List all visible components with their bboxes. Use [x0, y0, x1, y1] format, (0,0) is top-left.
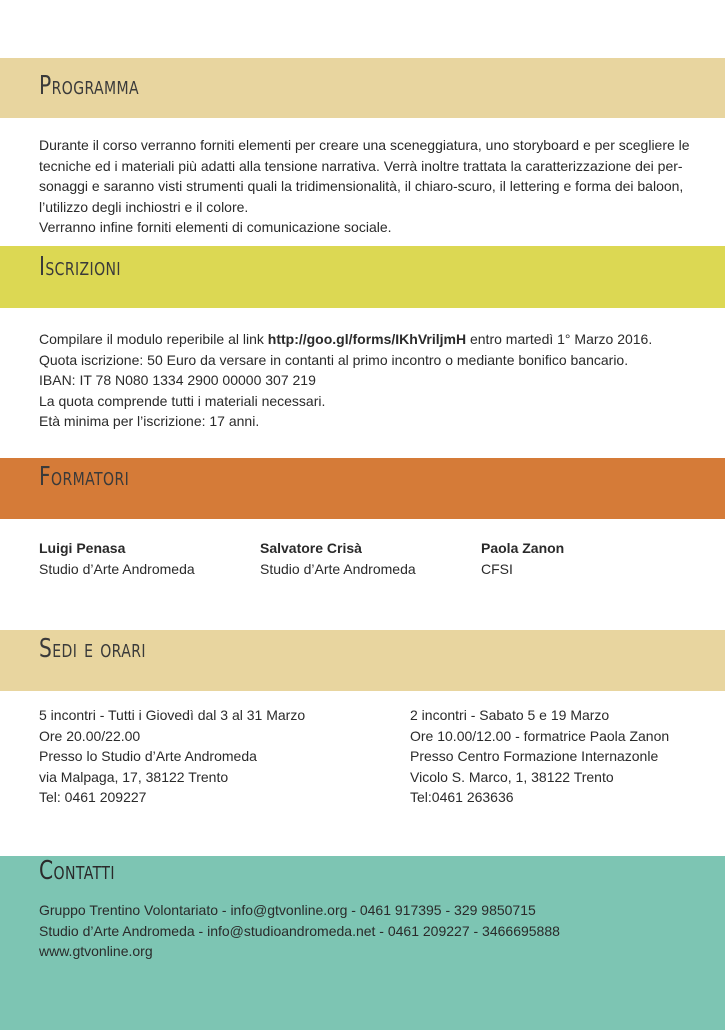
formatore-name: Paola Zanon	[481, 540, 565, 556]
sedi-line: Ore 10.00/12.00 - formatrice Paola Zanon	[410, 727, 670, 744]
formatore-org: CFSI	[481, 560, 513, 577]
formatore-org: Studio d’Arte Andromeda	[260, 560, 416, 577]
formatori-header	[0, 458, 725, 519]
sedi-title: Sedi e orari	[39, 634, 146, 664]
programma-title: Programma	[39, 71, 140, 101]
formatore-name: Salvatore Crisà	[260, 540, 362, 556]
iscrizioni-line-post: entro martedì 1° Marzo 2016.	[466, 331, 653, 347]
sedi-line: Tel: 0461 209227	[39, 789, 147, 805]
sedi-line: Vicolo S. Marco, 1, 38122 Trento	[410, 768, 614, 785]
programma-line: Durante il corso verranno forniti elementi per creare una sceneggiatura, uno storyboard e per scegliere le	[39, 137, 690, 153]
iscrizioni-line: IBAN: IT 78 N080 1334 2900 00000 307 219	[39, 372, 316, 388]
formatore-3	[481, 538, 564, 579]
formatore-name: Luigi Penasa	[39, 540, 126, 556]
formatore-2	[260, 538, 416, 579]
sedi-line: via Malpaga, 17, 38122 Trento	[39, 768, 229, 785]
iscrizioni-line: La quota comprende tutti i materiali necessari.	[39, 392, 326, 409]
programma-line: Verranno infine forniti elementi di comunicazione sociale.	[39, 219, 392, 235]
sedi-line: 5 incontri - Tutti i Giovedì dal 3 al 31 Marzo	[39, 707, 306, 723]
sedi-left	[39, 705, 305, 808]
contatti-title: Contatti	[39, 856, 115, 886]
iscrizioni-header	[0, 246, 725, 308]
sedi-header	[0, 630, 725, 691]
sedi-line: Presso lo Studio d’Arte Andromeda	[39, 748, 257, 764]
iscrizioni-text	[39, 329, 652, 432]
sedi-line: Tel:0461 263636	[410, 789, 514, 805]
contatti-website[interactable]: www.gtvonline.org	[39, 943, 153, 959]
programma-line: tecniche ed i materiali più adatti alla tensione narrativa. Verrà inoltre trattata la caratterizzazione dei per-	[39, 157, 683, 174]
programma-line: l’utilizzo degli inchiostri e il colore.	[39, 198, 249, 215]
iscrizioni-title: Iscrizioni	[39, 252, 121, 282]
programma-header	[0, 58, 725, 118]
contatti-line: Gruppo Trentino Volontariato - info@gtvonline.org - 0461 917395 - 329 9850715	[39, 902, 536, 918]
programma-line: sonaggi e saranno visti strumenti quali la tridimensionalità, il chiaro-scuro, il lettering e forma dei baloon,	[39, 178, 684, 194]
sedi-line: Ore 20.00/22.00	[39, 727, 141, 744]
iscrizioni-line	[39, 329, 652, 350]
sedi-line: Presso Centro Formazione Internazonle	[410, 748, 659, 764]
contatti-section	[0, 856, 725, 1030]
programma-text	[39, 135, 690, 238]
iscrizioni-line: Età minima per l’iscrizione: 17 anni.	[39, 413, 260, 429]
iscrizioni-line: Quota iscrizione: 50 Euro da versare in contanti al primo incontro o mediante bonifico bancario.	[39, 351, 629, 368]
sedi-line: 2 incontri - Sabato 5 e 19 Marzo	[410, 707, 610, 723]
sedi-right	[410, 705, 669, 808]
formatori-title: Formatori	[39, 462, 130, 492]
contatti-text	[39, 900, 560, 962]
contatti-line: Studio d’Arte Andromeda - info@studioandromeda.net - 0461 209227 - 3466695888	[39, 922, 560, 939]
iscrizioni-line-pre: Compilare il modulo reperibile al link	[39, 331, 268, 347]
form-link[interactable]: http://goo.gl/forms/IKhVriljmH	[267, 331, 467, 347]
formatore-org: Studio d’Arte Andromeda	[39, 560, 195, 577]
formatore-1	[39, 538, 195, 579]
